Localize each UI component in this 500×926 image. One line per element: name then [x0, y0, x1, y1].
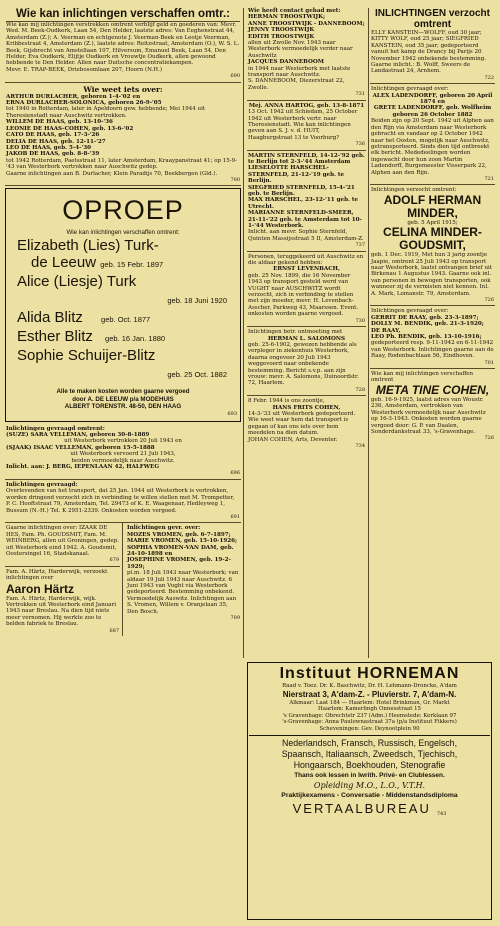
column-middle [247, 6, 366, 656]
notice-text: Inlicht. aan mevr. Sophie Sternfeld, Quinten Massijsstraat 5 II, Amsterdam-Z. [248, 229, 364, 242]
notice-durlacher [5, 83, 241, 187]
person-date: geb. 25 Oct. 1882 [167, 369, 227, 379]
notice-ref: 701 [484, 359, 494, 366]
person-name: JACQUES DANNEBOOM [248, 59, 324, 66]
notice-contact: Inlicht. aan: J. BERG, IEPENLAAN 42, HALFWEG [6, 464, 160, 471]
notice-signer: JOHAN COHEN, Arts, Deventer. [248, 436, 338, 443]
institute-languages: Nederlandsch, Fransch, Russisch, Engelsch, [281, 737, 458, 748]
notice-text: ELLY KANSTEIN—WOLFF, oud 30 jaar; KITTY WOLF, oud 25 jaar; SIEGFRIED KANSTEIN, oud 35 jaar; gedeporteerd vanuit het kamp de Drancy bij Parijs 20 November 1942 onbekende bestemming. Gaarne inlicht.: B. Wolff, Sweers de Landastraat 24, Arnhem. [371, 30, 486, 75]
oproep-person [9, 237, 237, 273]
oproep-person [9, 328, 237, 347]
person-date: geb. 18 Juni 1920 [167, 295, 227, 305]
notice-ref: 696 [230, 470, 240, 477]
notice-meta-cohen [370, 369, 495, 444]
notice-text: 13 Oct. 1942 uit Schiedam, 25 October 1942 uit Westerbork vertr. naar Theresienstadt. Wie kan inlichtingen geven aan S. J. v. d. HUIT, Haagburgstraat 13 te Voorburg? [248, 109, 358, 141]
notice-ref: 726 [484, 435, 494, 442]
person-name: DELIA DE HAAS, geb. 12-11-'27 [6, 138, 106, 145]
person-name: CELINA MINDER-GOUDSMIT, [383, 225, 482, 253]
bottom-left [5, 523, 123, 636]
person-name: JENNY TROOSTWIJK [248, 27, 315, 34]
person-name: ARTHUR DURLACHER, geboren 1-4-'02 en [6, 93, 141, 100]
person-name: Esther Blitz [17, 327, 93, 345]
notice-text: geb. 25-6-1902, gewezen hebbende als verpleger in ziekenhuis Westerbork, daarna ongeveer 20 Juli 1943 weggevoerd naar onbekende bestemming. Bericht s.v.p. aan zijn vrouw: mevr. A. Salomons, Duinoordstr. 72, Haarlem. [248, 341, 359, 387]
notice-text: tot 1940 in Rotterdam, later in Apeldoorn gew. hebbende; Mei 1944 uit Theresienstadt naar Auschwitz vertrokken. [6, 106, 206, 119]
person-name: MAX HARSCHEL, 23-12-'11 geb. te Utrecht. [248, 197, 359, 210]
person-name: LIESELOTTE HARSCHEL-STERNFELD, 21-12-'19 geb. te Berlijn. [248, 165, 345, 185]
oproep-person [9, 273, 237, 309]
notice-salomons [247, 327, 366, 396]
notice-vromen [126, 523, 241, 623]
person-name: ERNST LEVENBACH, [273, 266, 340, 273]
notice-ref: 693 [227, 411, 237, 418]
institute-languages: Hongaarsch, Boekhouden, Stenografie [293, 759, 446, 770]
person-name: Sophie Schuijer-Blitz [17, 346, 156, 364]
bottom-row [5, 523, 241, 636]
notice-text: Personen, teruggekeerd uit Auschwitz en die aldaar gekend hebben: [248, 253, 364, 267]
notice-ref: 691 [230, 513, 240, 520]
person-name: EDITH TROOSTWIJK [248, 33, 315, 40]
person-date: geb. 16 Jan. 1880 [105, 333, 166, 343]
person-date: geb. 15 Febr. 1897 [100, 259, 164, 269]
person-name: GERRIT DE RAAY, geb. 23-3-1897; [371, 314, 479, 321]
notice-text: 14-3-'33 uit Westerbork gedeporteerd. Wie weet waar hem dat transport is gegaan of kan ons iets over hem meedelen na dien datum. [248, 410, 356, 437]
notice-text: allen uit Zwolle Nov. 1943 naar Westerbork vermoedelijk verder naar Auschwitz [248, 40, 353, 59]
notice-signer: S. DANNEBOOM, Diezerstraat 22, Zwolle. [248, 78, 345, 91]
notice-ref: 737 [355, 242, 365, 249]
person-name: SIEGFRIED STERNFELD, 15-4-'21 geb. te Berlijn. [248, 184, 355, 197]
person-name: HERMAN TROOSTWIJK; [248, 14, 326, 21]
notice-ref: 726 [484, 297, 494, 303]
institute-line: 's-Gravenhage: Anna Paulownastraat 37a (p/a Instituut Fikkers) [282, 719, 457, 726]
notice-text: beiden vermoedelijk naar Auschwitz. [71, 457, 175, 464]
notice-troostwijk [247, 6, 366, 101]
notice-text: uit Westerbork vervoerd 21 Juli 1943, [70, 451, 176, 458]
notice-heading: Wie kan inlichtingen verschaffen omtr.: [6, 8, 240, 22]
oproep-footer: ALBERT TORENSTR. 48-50, DEN HAAG [64, 403, 182, 411]
notice-hartz [5, 567, 120, 636]
person-name: ADOLF HERMAN MINDER, [383, 192, 482, 220]
institute-line: Scheveningen: Gev. Deynootplein 90 [319, 725, 420, 732]
notice-heading: Inlichtingen gevraagd over: [371, 308, 449, 315]
notice-oproep [5, 188, 241, 421]
notice-heading: Inlichtingen betr. ontmoeting met [248, 329, 343, 336]
notice-text: Beiden zijn op 20 Sept. 1942 uit Alphen aan den Rijn via Amsterdam naar Westerbork gebracht en vandaar op 2 October 1942 naar het Oosten, mogelijk naar Auschwitz, getransporteerd. Sinds dien tijd ontbreekt elk bericht. Mededeelingen worden ingewacht door hun zoon Martin Ladendorff, Burgemeester Visserpark 22, Alphen aan den Rijn. [371, 118, 494, 176]
column-left [5, 6, 241, 920]
oproep-footer: Alle te maken kosten worden gaarne vergoed [56, 387, 190, 395]
notice-ref: 700 [230, 176, 240, 183]
person-name: MOZES VROMEN, geb. 6-7-1897; [127, 531, 231, 538]
notice-signer: Mevr. E. TRAP-BEEK, Driebosomlaan 207, Hoorn (N.H.) [6, 66, 162, 73]
notice-minder [370, 185, 495, 306]
person-name: META TINE COHEN, [375, 382, 490, 397]
notice-ref: 721 [484, 175, 494, 182]
notice-ref: 709 [230, 615, 240, 622]
person-name: HANS FRITS COHEN, [272, 404, 341, 411]
person-name: LEO Ph. BENDIK, geb. 13-10-1916; [371, 334, 482, 341]
notice-cohen-hans [247, 396, 366, 451]
person-name: (SUZE) SARA VELLEMAN, geboren 30-8-1889 [6, 432, 150, 439]
institute-line: Haarlem: Kamerlingh Onnesstraat 15 [318, 706, 421, 713]
oproep-title: OPROEP [62, 195, 184, 226]
oproep-intro: Wie kan inlichtingen verschaffen omtrent: [66, 229, 180, 237]
bottom-right [123, 523, 241, 636]
notice-text: Gaarne inlichtingen over: IZAAK DE HES, Fam. Ph. GOUDSMIT, Fam. M. WEINBERG, allen uit Groningen, gedep. uit Westerbork eind 1942. A. Goudsmit, Oostersingel 16, Stadskanaal. [6, 525, 119, 557]
person-name: Alida Blitz [17, 308, 83, 326]
notice-heading: Wie heeft contact gehad met: [248, 8, 341, 14]
notice-text: uit Westerbork vertrokken 20 Juli 1943 en [64, 438, 182, 445]
notice-text: Overlevenden van het transport, dat 25 Jan. 1944 uit Westerbork is vertrokken, worden dringend verzocht zich in verbinding te willen stellen met M. Trompetter, P. C. Hooftstraat 79, Amsterdam, Tel. 29473 of K. E. Waagenaar, Hedleyweg 1, Bussum (N.-H.) Tel. K 2951-2339. Onkosten worden vergoed. [6, 488, 235, 514]
notice-text: Wie kan mij inlichtingen verstrekken omtrent verblijf geld en goederen van: Mevr. Wed. M. Beek-Oudkerk, Laan 54, Den Helder, laatste adres: Van Eeghenstraat 44, Amsterdam (Z.); A. Veerman en echtgenote J. Veerman-Beek en Leotje Veerman, Kribbestraat 4, Amsterdam (Z.), laatste adres: Reitzstraat, Amsterdam (O.), W. S. L. Beek, Gijsbrecht van Amstellaan 107, Hilversum, Emanuel Beek, Laan 54, Den Helder, Eva Oudkerk, Elijtje Oudkerk en Vrouwtje Oudkerk, allen gewoond hebbende te Den Helder. Allen naar Duitsche concentratiekampen. [6, 22, 240, 67]
institute-horneman-ad [247, 662, 492, 920]
notice-ref: 734 [355, 443, 365, 449]
person-name: LEONIE DE HAAS-COHEN, geb. 13-6-'02 [6, 125, 134, 132]
person-date: geb. Oct. 1877 [101, 314, 151, 324]
person-name: ANNE TROOSTWIJK - DANNEBOOM; [248, 20, 365, 27]
person-name: MARIANNE STERNFELD-SMEER, 21-11-'22 geb. te Amsterdam tot 10-1-'44 Westerbork. [248, 210, 362, 229]
person-name: Alice (Liesje) Turk [17, 272, 137, 290]
person-name: Mej. ANNA HARTOG, geb. 13-8-1871 [248, 102, 365, 109]
institute-languages: Spaansch, Italiaansch, Zweedsch, Tjechisch, [281, 748, 458, 759]
notice-levenbach [247, 252, 366, 327]
notice-ref: 722 [484, 74, 494, 81]
person-name: MARTIN STERNFELD, 14-12-'92 geb. te Berlijn tot 2-3-'44 Amsterdam [248, 152, 365, 165]
person-name: ERNA DURLACHER-SOLONICA, geboren 26-9-'05 [6, 100, 162, 107]
column-divider [368, 8, 369, 658]
institute-line: Alkmaar: Laat 184 — Haarlem: Hotel Brinkman, Gr. Markt [289, 699, 450, 706]
column-right [370, 6, 495, 656]
oproep-person [9, 347, 237, 383]
notice-ref: 736 [355, 141, 365, 148]
notice-text: Wie kan mij inlichtingen verschaffen omtrent [371, 371, 474, 384]
notice-text: Fam. A. Härtz, Harderwijk, wijk. Vertrokken uit Westerbork eind Januari 1943 naar Breslau. Na dien tijd niets meer vernomen. Hij werkte zoo te belden fabriek te Breslau. [6, 595, 116, 628]
notice-text: Fam. A. Härtz, Harderwijk, verzoekt inlichtingen over [6, 568, 108, 582]
person-name-cont: de Leeuw [31, 253, 97, 271]
notice-beek [5, 6, 241, 83]
person-name: (SJAAK) ISAAC VELLEMAN, geboren 15-5-1888 [6, 444, 155, 451]
notice-ref: 743 [436, 810, 447, 817]
institute-address: Nierstraat 3, A'dam-Z. - Pluvierstr. 7, A'dam-N. [282, 689, 457, 699]
institute-title: Instituut HORNEMAN [279, 665, 460, 682]
notice-heading: Inlichtingen gevr. over: [127, 525, 201, 532]
person-date: geb. 5 April 1915; [407, 219, 458, 226]
notice-sternfeld [247, 151, 366, 252]
notice-de-hes [5, 523, 120, 566]
person-name: MARIE VROMEN, geb. 15-10-1926; [127, 538, 238, 545]
notice-ref: 690 [230, 73, 240, 80]
person-name: LEO DE HAAS, geb. 5-4-'30 [6, 144, 91, 151]
notice-de-raay [370, 306, 495, 369]
person-name: Elizabeth (Lies) Turk- [17, 236, 159, 254]
notice-ref: 731 [355, 91, 365, 98]
person-name: JOSEPHINE VROMEN, geb. 19-2-1929; [127, 557, 231, 570]
person-name: JAKOB DE HAAS, geb. 8-8-'39 [6, 151, 100, 158]
notice-heading: Wie weet iets over: [83, 84, 163, 94]
column-divider [243, 8, 244, 658]
notice-text: tot 1942 Rotterdam, Paetsstraat 11, later Amsterdam, Kraaypanstraat 41; op 15-9-'43 van Westerbork vertrokken naar Auschwitz gedep. [6, 157, 238, 171]
notice-text: geb. 16-9-1925, laatst adres van Woustr. 236, Amsterdam, vertrokken van Westerbork vermoedelijk naar Auschwitz op 16-3-1943. Onkosten worden gaarne vergoed door: G. P. van Daalen, Sonderdankstraat 33, 's-Gravenhage. [371, 396, 486, 435]
institute-footer: VERTAALBUREAU [292, 800, 431, 816]
notice-text: in 1944 naar Westerbork met laatste transport naar Auschwitz. [248, 65, 351, 79]
oproep-footer: door A. DE LEEUW p/a MODEHUIS [72, 395, 174, 403]
institute-line: Raad v. Toez. Dr. K. Baschwitz, Dr. H. Lehmann-Droncke, A'dam [282, 683, 457, 689]
notice-velleman [5, 424, 241, 480]
notice-heading: Inlichtingen gevraagd over: [371, 86, 449, 93]
notice-ref: 730 [355, 317, 365, 324]
notice-ref: 679 [109, 557, 119, 564]
notice-kanstein [370, 6, 495, 84]
person-name: SOPHIA VROMEN-VAN DAM, geb. 24-10-1898 en [127, 544, 234, 557]
notice-heading: Inlichtingen gevraagd: [6, 481, 78, 488]
person-name: HERMAN L. SALOMONS [267, 335, 346, 342]
notice-ref: 728 [355, 386, 365, 393]
notice-text: geb. 25 Nov. 1899, die 16 November 1943 op transport gesteld werd van VUGHT naar AUSCHWITZ wordt verzocht, zich in verbinding te stellen met zijn moeder, mevr. H. Levenbach-Asscher, Parkweg 43, Maarssen. Event. onkosten worden gaarne vergoed. [248, 272, 359, 318]
institute-line: Thans ook lessen in Iwrith. Privé- en Clublessen. [294, 771, 445, 779]
notice-ref: 687 [109, 627, 119, 634]
person-name: Aaron Härtz [6, 581, 75, 596]
notice-transport [5, 480, 241, 523]
person-name: DOLLY M. BENDIK, geb. 21-3-1920; DE RAAY, [371, 321, 484, 334]
person-name: WILLEM DE HAAS, geb. 13-10-'36 [6, 119, 113, 126]
person-name: CATO DE HAAS, geb. 17-3-'26 [6, 132, 100, 139]
notice-heading: Inlichtingen verzocht omtrent: [371, 187, 457, 194]
notice-text: gedeporteerd resp. 9-11-1942 en 6-11-1942 van Westerbork. Inlichtingen gaarne aan de Raay, Rodenbachlaan 56, Eindhoven. [371, 340, 494, 360]
notice-hartog [247, 101, 366, 151]
notice-text: pl.m. 18 Juli 1943 naar Westerbork; van aldaar 19 Juli 1943 naar Auschwitz. 6 Juni 1943 van Vught via Westerbork gedeporteerd. Bestemming onbekend. Vermoedelijk Auswitz. Inlichtingen aan S. Vromen, Willem v. Oranjelaan 35, Den Bosch. [127, 570, 239, 615]
person-name: GRETE LADENDORFF, geb. Wolfheim geboren 26 October 1882 [373, 105, 492, 118]
person-name: ALEX LADENDORFF, geboren 20 April 1874 en [372, 92, 493, 106]
institute-line: 's Gravenhage: Obrechtstr 237 (Adm.) Heemstede: Kerklaan 97 [282, 712, 457, 719]
notice-text: 8 Febr. 1944 is ons zoontje, [248, 398, 325, 405]
notice-ladendorff [370, 84, 495, 185]
notice-text: Gaarne inlichtingen aan B. Durlacher, Klein Paradijs 70, Beekbergen (Gld.). [6, 170, 218, 177]
notice-heading: INLICHTINGEN verzocht omtrent [374, 8, 490, 30]
institute-line: Praktijkexamens - Conversatie - Middenstandsdiploma [281, 791, 458, 799]
notice-text: geb. 1 Dec. 1919, Met hun 3 jarig zoontje Jaapie, omtrent 25 Juli 1943 op transport naar Westerbork, laatst ontvangen brief uit Birkenau 1 Augustus 1943. Gaarne ook inl. van personen in bewogen transporten, ook wanneer zij de vermisten niet kennen. Inl. A. Mark, Lomanstr. 79, Amsterdam. [371, 252, 492, 297]
institute-line: Opleiding M.O., L.O., V.T.H. [313, 780, 426, 790]
notice-heading: Inlichtingen gevraagd omtrent: [6, 425, 105, 432]
oproep-person [9, 309, 237, 328]
